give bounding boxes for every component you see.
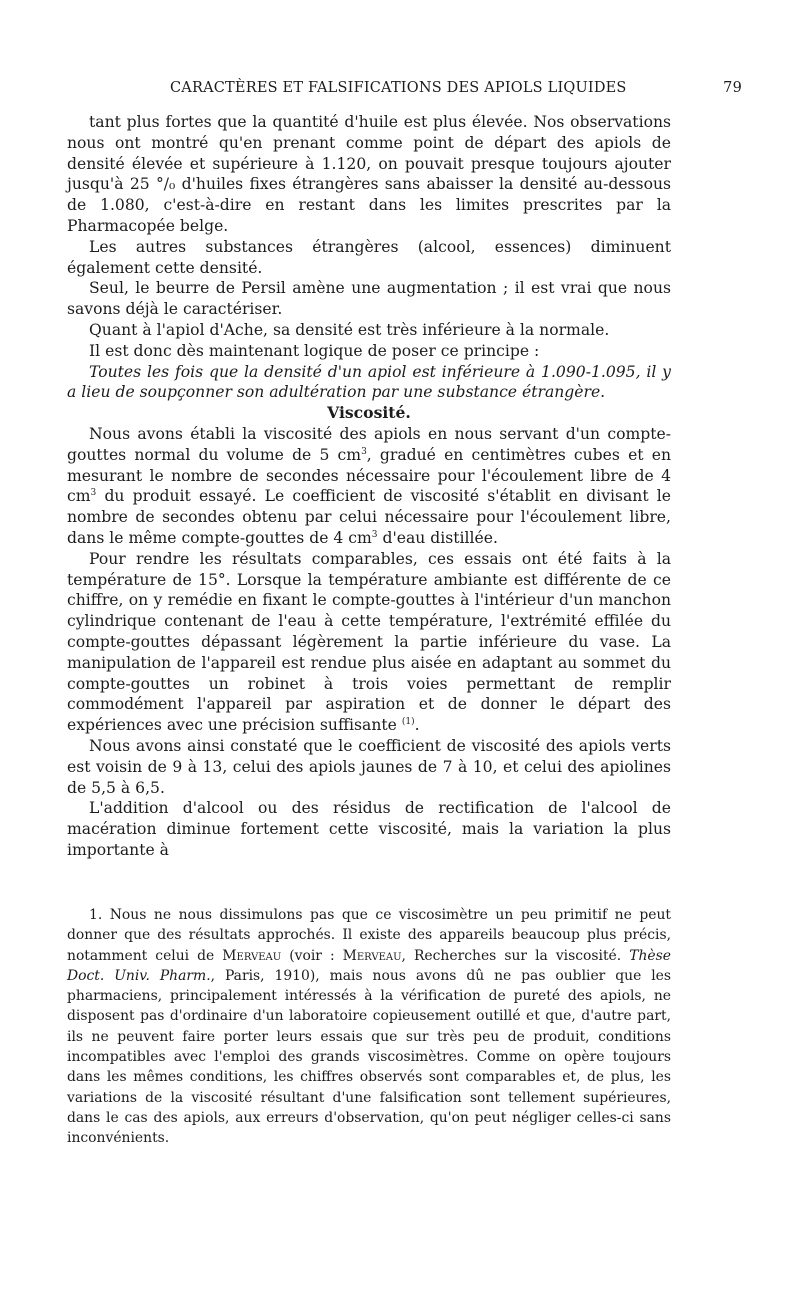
text-run: Pour rendre les résultats comparables, ces essais ont été faits à la température de 15°. Lorsque la température ambiante est différente de ce chiffre, on y remédie en fixant le compte-gouttes à l'intérieur d'un manchon cylindrique contenant de l'eau à cette température, l'extrémité effilée du compte-gouttes dépassant légèrement la partie inférieure du vase. La manipulation de l'appareil est rendue plus aisée en adaptant au sommet du compte-gouttes un robinet à trois voies permettant de remplir commodément l'appareil par aspiration et de donner le départ des expériences avec une précision suffisante	[67, 549, 671, 735]
thesis-title: Thèse Doct. Univ. Pharm.	[67, 947, 671, 984]
text-run: d'eau distillée.	[377, 528, 498, 547]
text-run: , Paris, 1910), mais nous avons dû ne pas oublier que les pharmaciens, principalement intéressés à la vérification de pureté des apiols, ne disposent pas d'ordinaire d'un laboratoire copieusement outillé et que, d'autre part, ils ne peuvent faire porter leurs essais que sur très peu de produit, conditions incompatibles avec l'emploi des grands viscosimètres. Comme on opère toujours dans les mêmes conditions, les chiffres observés sont comparables et, de plus, les variations de la viscosité résultant d'une falsification sont tellement supérieures, dans le cas des apiols, aux erreurs d'observation, qu'on peut négliger celles-ci sans inconvénients.	[67, 967, 671, 1147]
running-head	[170, 80, 742, 102]
paragraph-parsley-butter: Seul, le beurre de Persil amène une augmentation ; il est vrai que nous savons déjà le caractériser.	[67, 279, 671, 319]
cube-superscript: 3	[90, 488, 97, 499]
paragraph-temperature	[67, 549, 671, 736]
cube-superscript: 3	[371, 529, 378, 540]
text-run: 1. Nous ne nous dissimulons pas que ce viscosimètre un peu primitif ne peut donner que des résultats approchés. Il existe des appareils beaucoup plus précis, notamment celui de	[67, 907, 671, 964]
footnote-reference: (1)	[401, 716, 415, 727]
section-title-viscosity: Viscosité.	[327, 403, 411, 423]
paragraph-principle-intro: Il est donc dès maintenant logique de poser ce principe :	[89, 341, 540, 360]
text-run: du produit essayé. Le coefficient de viscosité s'établit en divisant le nombre de secondes obtenu par celui nécessaire pour l'écoulement libre, dans le même compte-gouttes de 4 cm	[67, 487, 671, 547]
paragraph-other-substances: Les autres substances étrangères (alcool, essences) diminuent également cette densité.	[67, 237, 671, 277]
author-name: Merveau	[222, 947, 282, 964]
cube-superscript: 3	[361, 446, 367, 457]
paragraph-coefficients: Nous avons ainsi constaté que le coefficient de viscosité des apiols verts est voisin de 9 à 13, celui des apiols jaunes de 7 à 10, et celui des apiolines de 5,5 à 6,5.	[67, 736, 671, 797]
paragraph-viscosity-method	[67, 424, 671, 549]
body-text	[67, 112, 671, 861]
author-name: Merveau	[342, 947, 402, 964]
page-number: 79	[723, 80, 742, 96]
footnote-1	[67, 905, 671, 1149]
paragraph-alcohol-addition: L'addition d'alcool ou des résidus de rectification de l'alcool de macération diminue fortement cette viscosité, mais la variation la plus importante à	[67, 799, 671, 859]
paragraph-principle: Toutes les fois que la densité d'un apiol est inférieure à 1.090-1.095, il y a lieu de soupçonner son adultération par une substance étrangère.	[67, 362, 671, 402]
footnotes	[67, 905, 671, 1149]
text-run: (voir :	[281, 947, 343, 964]
paragraph-celery-apiol: Quant à l'apiol d'Ache, sa densité est très inférieure à la normale.	[89, 320, 610, 339]
running-title: CARACTÈRES ET FALSIFICATIONS DES APIOLS LIQUIDES	[170, 80, 627, 96]
text-run: Nous avons établi la viscosité des apiols en nous servant d'un compte-gouttes normal du volume de 5 cm	[67, 424, 671, 464]
text-run: , Recherches sur la viscosité.	[401, 947, 630, 964]
text-run: .	[414, 716, 420, 735]
paragraph-density-oils: tant plus fortes que la quantité d'huile est plus élevée. Nos observations nous ont montré qu'en prenant comme point de départ des apiols de densité élevée et supérieure à 1.120, on pouvait presque toujours ajouter jusqu'à 25 °/₀ d'huiles fixes étrangères sans abaisser la densité au-dessous de 1.080, c'est-à-dire en restant dans les limites prescrites par la Pharmacopée belge.	[67, 113, 671, 235]
text-run: , gradué en centimètres cubes et en mesurant le nombre de secondes nécessaire pour l'écoulement libre de 4 cm	[67, 445, 671, 506]
